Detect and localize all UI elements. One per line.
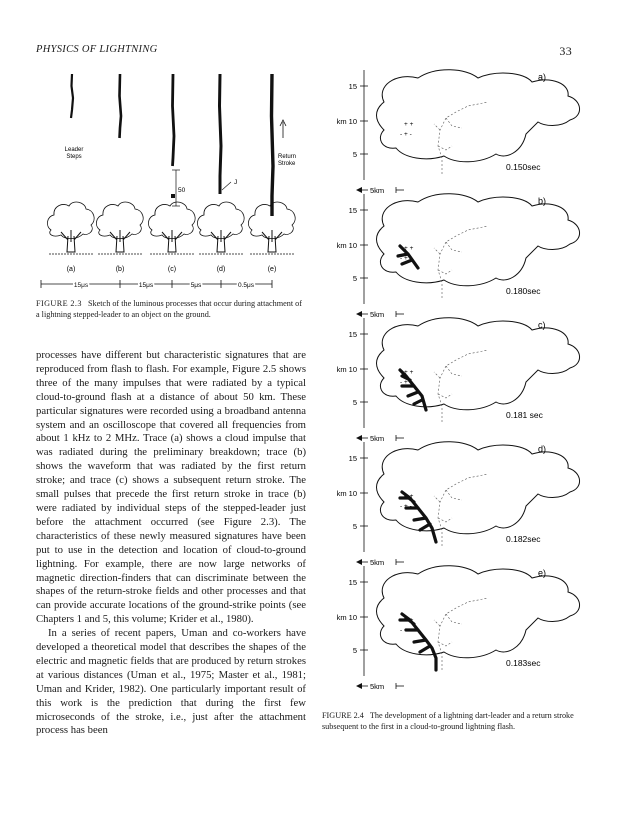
svg-text:5km: 5km: [370, 558, 385, 567]
leader-step-mark: [171, 194, 175, 198]
paragraph: In a series of recent papers, Uman and co-workers have developed a theoretical model that describes the shapes of the electric and magnetic fields that are produced by return strokes at various distances (Uman et al., 1975; Master et al., 1981; Uman and Krider, 1982). One particularly important result of this work is the prediction that during the first few microseconds of the stroke, i.e., just after the attachment process has been: [36, 627, 306, 737]
tick-label: 5: [352, 150, 357, 159]
cloud-outline: [377, 70, 580, 162]
leader-channel-c: [173, 74, 175, 166]
tree-a: [47, 202, 94, 254]
scale-bar: [356, 434, 404, 443]
cloud-channels: [434, 102, 488, 174]
tick-label: 15: [348, 578, 357, 587]
leader-channel: [400, 370, 426, 410]
tick-label: km 10: [336, 613, 357, 622]
cloud-outline: [377, 442, 580, 534]
leader-channel-a: [71, 74, 73, 118]
tree-b: [96, 202, 143, 254]
panel-time: 0.183sec: [506, 658, 541, 668]
label-leader-steps-2: Steps: [66, 154, 82, 160]
leader-channel-b: [120, 74, 122, 138]
panel-label-b: (b): [115, 266, 125, 273]
panel-3: [337, 318, 580, 443]
tick-label: 5: [352, 398, 357, 407]
running-head: PHYSICS OF LIGHTNING: [36, 44, 158, 55]
label-return-stroke-2: Stroke: [278, 161, 296, 167]
charge-symbols: - + -: [400, 627, 412, 634]
leader-channel-e: [272, 74, 274, 216]
figure-2-4-caption: [322, 710, 584, 732]
tick-label: km 10: [336, 489, 357, 498]
timeline-label-1: 15μs: [73, 282, 89, 289]
cloud-channels: [434, 474, 488, 546]
scale-bar: [356, 186, 404, 195]
cloud-outline: [377, 194, 580, 286]
charge-symbols: + +: [404, 493, 414, 500]
panel-time: 0.181 sec: [506, 410, 543, 420]
panel-letter: a): [538, 72, 547, 82]
figure-2-4-caption-text: The development of a lightning dart-leader and a return stroke subsequent to the first in a cloud-to-ground lightning flash.: [322, 711, 574, 731]
charge-symbols: - + -: [400, 131, 412, 138]
timeline-label-4: 0.5μs: [237, 282, 255, 289]
panel-time: 0.182sec: [506, 534, 541, 544]
panel-time: 0.150sec: [506, 162, 541, 172]
label-leader-steps-1: Leader: [64, 147, 84, 153]
figure-2-4: [322, 66, 584, 706]
scale-bar: [356, 310, 404, 319]
figure-2-3-caption-text: Sketch of the luminous processes that occur during attachment of a lightning stepped-leader to an object on the ground.: [36, 299, 302, 319]
timeline-label-2: 15μs: [138, 282, 154, 289]
panel-label-a: (a): [66, 266, 76, 273]
tick-label: 5: [352, 646, 357, 655]
svg-text:5km: 5km: [370, 310, 385, 319]
svg-text:5km: 5km: [370, 186, 385, 195]
charge-symbols: + +: [404, 245, 414, 252]
timeline-label-3: 5μs: [190, 282, 202, 289]
tick-label: km 10: [336, 117, 357, 126]
label-distance-50: 50: [178, 187, 186, 194]
body-text: [36, 349, 306, 738]
panel-letter: e): [538, 568, 547, 578]
cloud-channels: [434, 226, 488, 298]
cloud-outline: [377, 566, 580, 658]
label-return-stroke-1: Return: [278, 154, 297, 160]
panel-label-c: (c): [167, 266, 177, 273]
leader-channel: [400, 492, 436, 542]
tick-label: 15: [348, 330, 357, 339]
tick-label: 15: [348, 82, 357, 91]
panel-2: [337, 194, 580, 319]
tree-d: [197, 202, 244, 254]
charge-symbols: - + -: [400, 379, 412, 386]
panel-time: 0.180sec: [506, 286, 541, 296]
scale-bar: [356, 682, 404, 691]
charge-symbols: + +: [404, 121, 414, 128]
label-j: J: [234, 179, 238, 186]
page-number: 33: [559, 44, 572, 58]
figure-2-4-label: FIGURE 2.4: [322, 711, 364, 720]
charge-symbols: - + -: [400, 503, 412, 510]
figure-2-3-caption: [36, 298, 304, 320]
svg-text:5km: 5km: [370, 682, 385, 691]
tick-label: 5: [352, 274, 357, 283]
figure-2-3: [36, 66, 306, 306]
leader-channel-d: [220, 74, 222, 194]
panel-5: [337, 566, 580, 691]
tick-label: 15: [348, 454, 357, 463]
tree-c: [148, 202, 195, 254]
tick-label: km 10: [336, 241, 357, 250]
panel-1: [337, 70, 580, 195]
charge-symbols: - + -: [400, 255, 412, 262]
panel-letter: d): [538, 444, 547, 454]
scale-bar: [356, 558, 404, 567]
charge-symbols: + +: [404, 617, 414, 624]
tick-label: 15: [348, 206, 357, 215]
panel-letter: c): [538, 320, 546, 330]
tick-label: 5: [352, 522, 357, 531]
panel-label-e: (e): [267, 266, 277, 273]
cloud-channels: [434, 598, 488, 670]
tick-label: km 10: [336, 365, 357, 374]
charge-symbols: + +: [404, 369, 414, 376]
paragraph: processes have different but characteristic signatures that are reproduced from flash to flash. For example, Figure 2.5 shows three of the many impulses that were radiated by a typical cloud-to-ground flash at a distance of about 50 km. These particular signatures were recorded using a broadband antenna system and an oscilloscope that covered all frequencies from about 1 kHz to 2 MHz. Trace (a) shows a cloud impulse that was radiated during the preliminary breakdown; trace (b) shows the waveform that was radiated by the first return stroke; and trace (c) shows a subsequent return stroke. The small pulses that precede the first return stroke in trace (b) were radiated by individual steps of the stepped-leader just before the attachment occurred (see Figure 2.3). The characteristics of these newly measured signatures have been put to use in the detection and location of cloud-to-ground lightning. For example, there are now large networks of magnetic direction-finders that can discriminate between the shapes of the return-stroke fields and other processes and that can provide accurate locations of the ground-strike points (see Chapters 1 and 5, this volume; Krider et al., 1980).: [36, 349, 306, 626]
figure-2-3-label: FIGURE 2.3: [36, 299, 82, 308]
panel-letter: b): [538, 196, 547, 206]
panel-label-d: (d): [216, 266, 226, 273]
svg-text:5km: 5km: [370, 434, 385, 443]
panel-4: [337, 442, 580, 567]
cloud-channels: [434, 350, 488, 422]
